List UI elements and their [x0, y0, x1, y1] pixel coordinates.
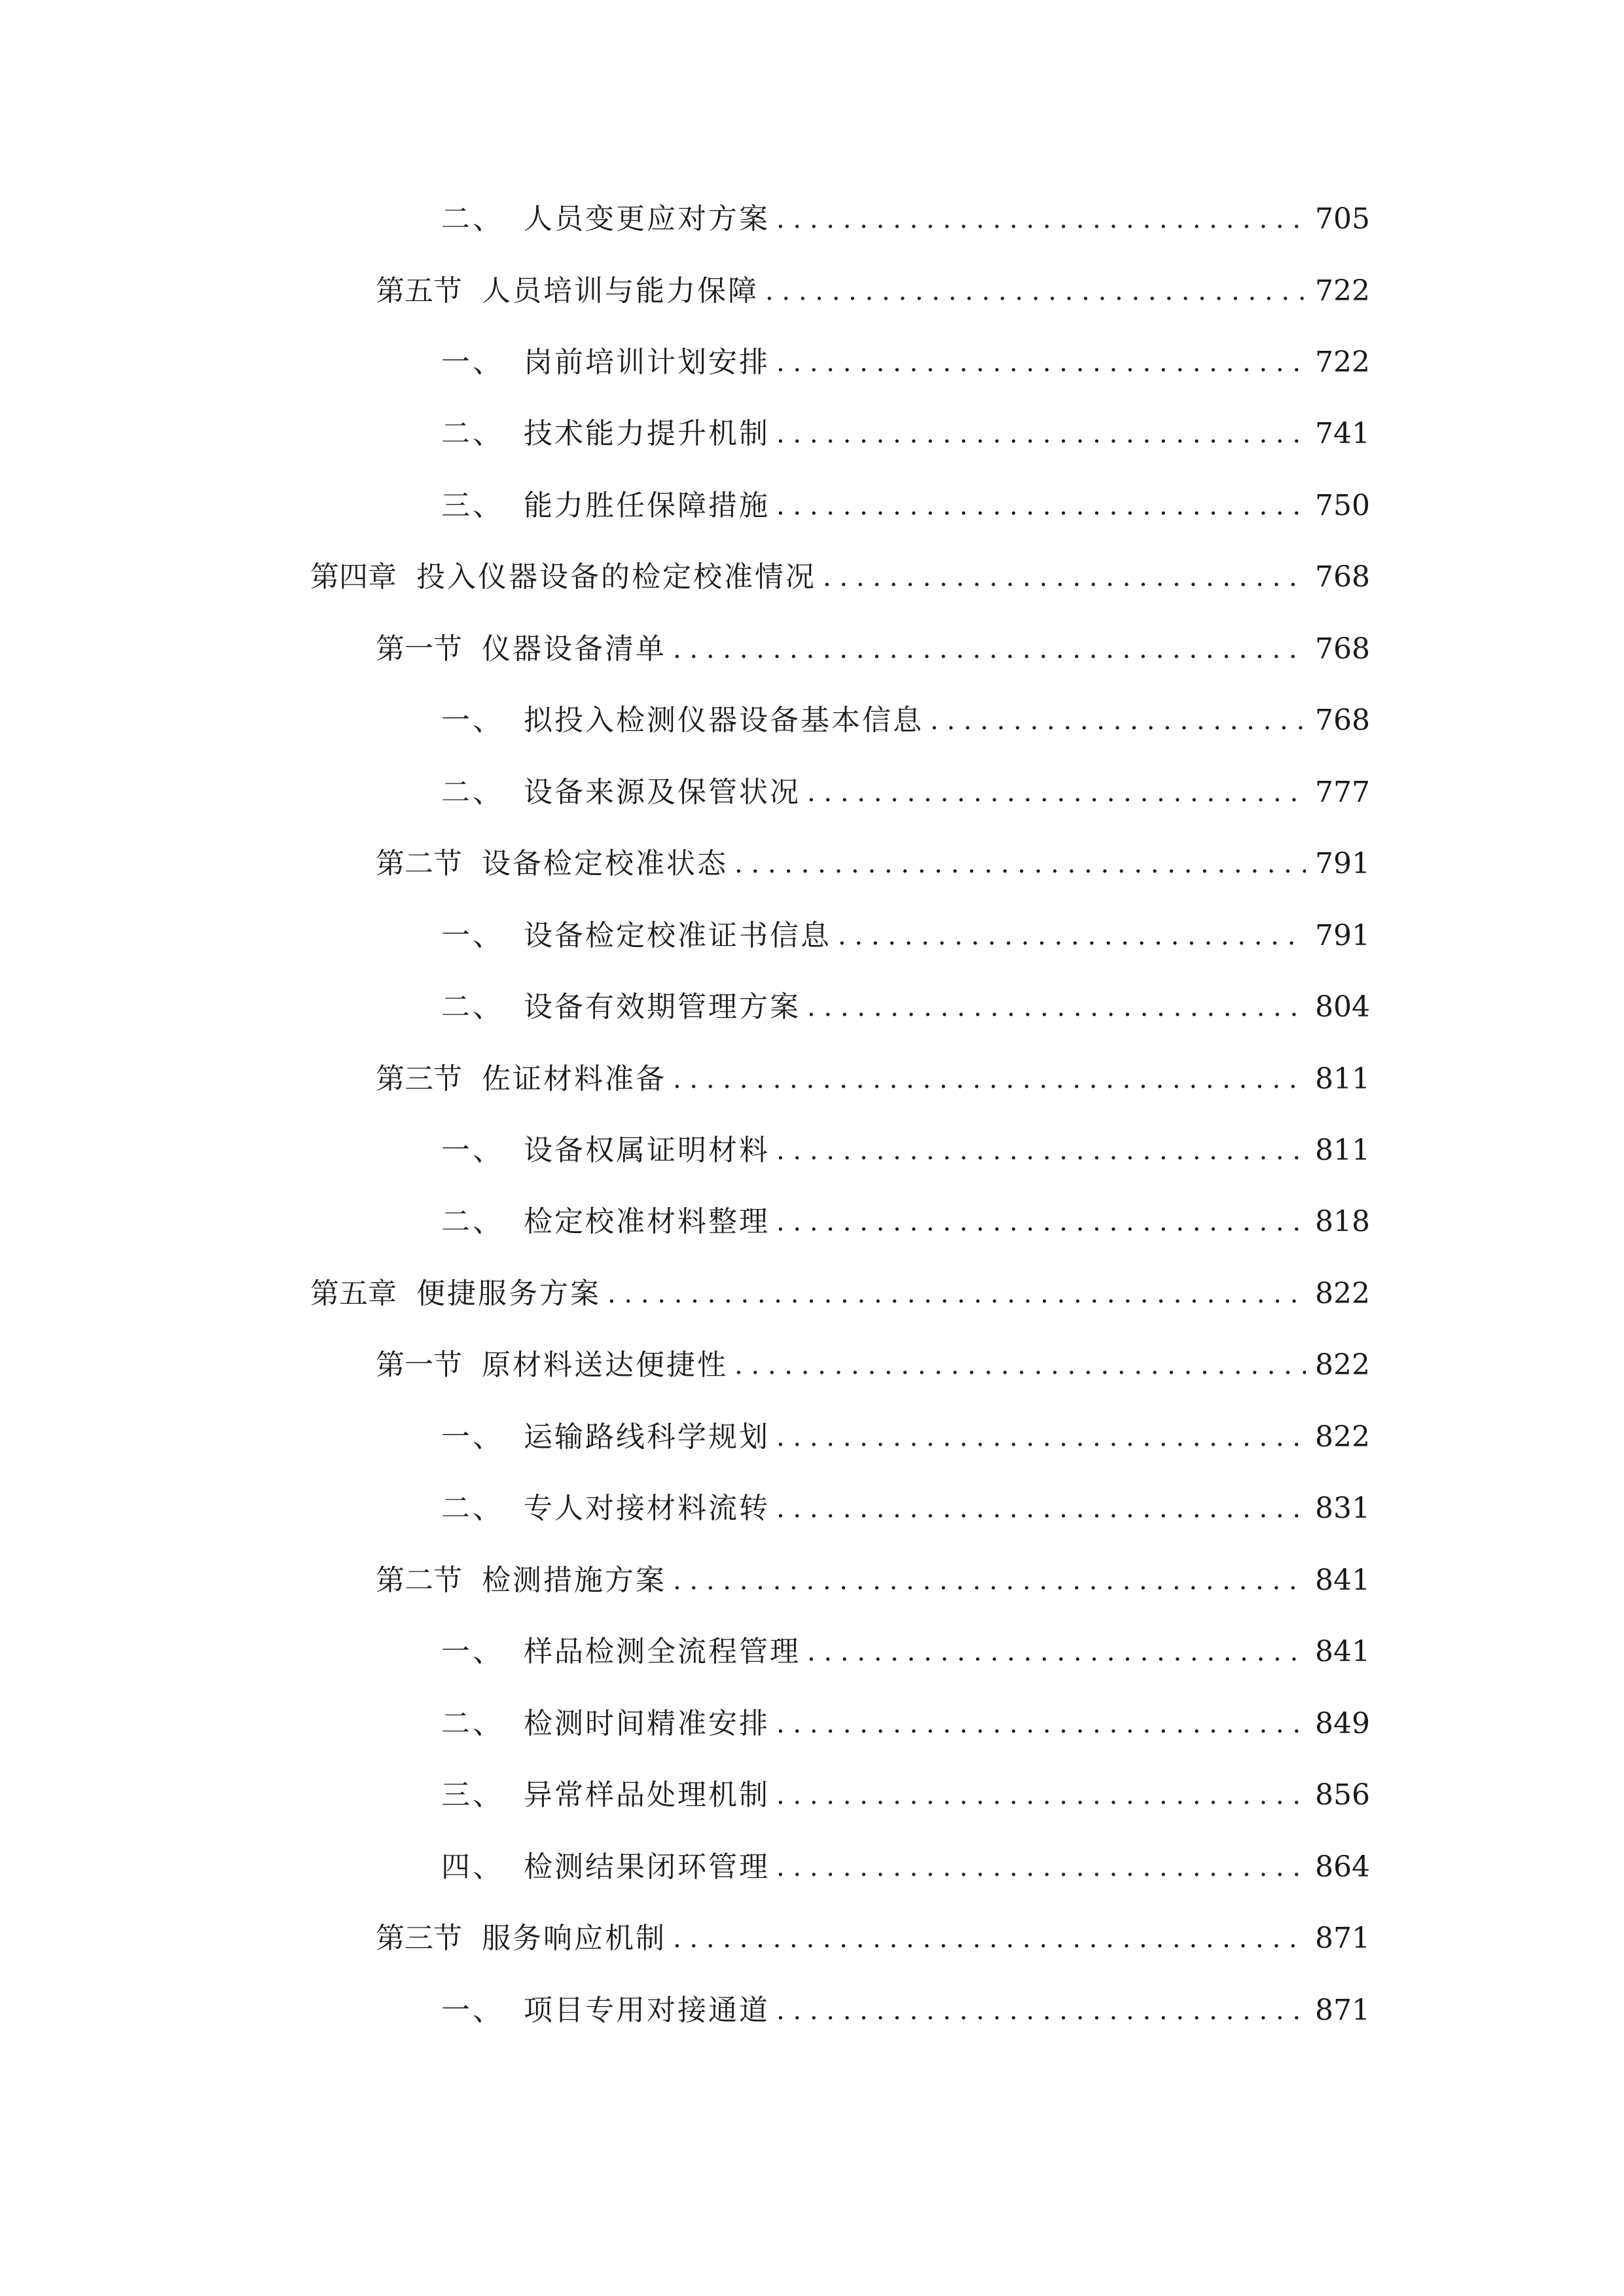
toc-number: 第一节 — [376, 632, 462, 666]
toc-page-number: 750 — [1315, 489, 1370, 522]
toc-title: 佐证材料准备 — [482, 1062, 666, 1096]
toc-leader — [807, 766, 1306, 819]
toc-page-number: 871 — [1315, 1922, 1370, 1955]
toc-title: 检测结果闭环管理 — [524, 1850, 770, 1884]
toc-number: 二、 — [441, 776, 504, 809]
toc-entry[interactable] — [376, 623, 1370, 675]
toc-page-number: 849 — [1315, 1707, 1370, 1740]
toc-entry[interactable] — [441, 1482, 1370, 1535]
toc-title: 设备有效期管理方案 — [524, 990, 801, 1024]
toc-leader — [673, 1554, 1306, 1607]
toc-number: 一、 — [441, 1420, 504, 1454]
toc-entry[interactable] — [376, 1339, 1370, 1391]
toc-leader — [838, 910, 1306, 962]
toc-title: 项目专用对接通道 — [524, 1994, 770, 2027]
toc-page-number: 871 — [1315, 1994, 1370, 2027]
toc-entry[interactable] — [376, 1554, 1370, 1607]
toc-page-number: 768 — [1315, 560, 1370, 594]
toc-entry[interactable] — [441, 1124, 1370, 1177]
toc-leader — [734, 1339, 1306, 1391]
toc-entry[interactable] — [376, 838, 1370, 890]
toc-leader — [765, 265, 1306, 317]
toc-number: 三、 — [441, 489, 504, 522]
toc-leader — [673, 1053, 1306, 1105]
toc-leader — [776, 1482, 1306, 1535]
toc-title: 人员培训与能力保障 — [482, 274, 759, 308]
toc-page-number: 705 — [1315, 202, 1370, 236]
toc-title: 仪器设备清单 — [482, 632, 666, 666]
toc-page-number: 818 — [1315, 1205, 1370, 1238]
toc-number: 三、 — [441, 1778, 504, 1812]
toc-title: 异常样品处理机制 — [524, 1778, 770, 1812]
toc-page-number: 791 — [1315, 919, 1370, 952]
toc-leader — [776, 1841, 1306, 1893]
toc-title: 便捷服务方案 — [416, 1277, 601, 1310]
toc-page-number: 831 — [1315, 1492, 1370, 1525]
toc-title: 检测措施方案 — [482, 1564, 666, 1597]
toc-number: 一、 — [441, 1635, 504, 1668]
toc-page-number: 822 — [1315, 1348, 1370, 1382]
toc-entry[interactable] — [441, 1411, 1370, 1463]
toc-page-number: 722 — [1315, 346, 1370, 379]
toc-entry[interactable] — [441, 766, 1370, 819]
toc-page-number: 811 — [1315, 1134, 1370, 1167]
toc-entry[interactable] — [441, 336, 1370, 389]
toc-leader — [776, 480, 1306, 532]
toc-number: 第二节 — [376, 1564, 462, 1597]
toc-leader — [607, 1268, 1306, 1320]
toc-leader — [673, 623, 1306, 675]
toc-leader — [673, 1912, 1306, 1965]
toc-number: 一、 — [441, 346, 504, 379]
toc-leader — [930, 694, 1306, 747]
toc-entry[interactable] — [441, 981, 1370, 1033]
toc-title: 拟投入检测仪器设备基本信息 — [524, 704, 924, 737]
toc-title: 设备检定校准证书信息 — [524, 919, 831, 952]
toc-entry[interactable] — [441, 694, 1370, 747]
toc-title: 检测时间精准安排 — [524, 1707, 770, 1740]
toc-leader — [776, 193, 1306, 245]
toc-leader — [734, 838, 1306, 890]
toc-entry[interactable] — [441, 193, 1370, 245]
toc-entry[interactable] — [441, 1984, 1370, 2037]
toc-leader — [807, 981, 1306, 1033]
toc-page-number: 822 — [1315, 1420, 1370, 1454]
toc-title: 原材料送达便捷性 — [482, 1348, 728, 1382]
toc-page-number: 741 — [1315, 417, 1370, 450]
toc-number: 二、 — [441, 1205, 504, 1238]
toc-title: 技术能力提升机制 — [524, 417, 770, 450]
toc-title: 人员变更应对方案 — [524, 202, 770, 236]
toc-title: 运输路线科学规划 — [524, 1420, 770, 1454]
toc-number: 第三节 — [376, 1062, 462, 1096]
toc-page-number: 722 — [1315, 274, 1370, 308]
toc-leader — [776, 408, 1306, 460]
toc-title: 岗前培训计划安排 — [524, 346, 770, 379]
toc-title: 设备来源及保管状况 — [524, 776, 801, 809]
toc-page-number: 811 — [1315, 1062, 1370, 1096]
toc-page-number: 822 — [1315, 1277, 1370, 1310]
toc-entry[interactable] — [376, 265, 1370, 317]
toc-number: 二、 — [441, 1707, 504, 1740]
toc-page-number: 841 — [1315, 1635, 1370, 1668]
toc-title: 样品检测全流程管理 — [524, 1635, 801, 1668]
toc-page-number: 804 — [1315, 990, 1370, 1024]
toc-entry[interactable] — [441, 1626, 1370, 1678]
toc-number: 四、 — [441, 1850, 504, 1884]
toc-number: 第一节 — [376, 1348, 462, 1382]
toc-number: 第五章 — [310, 1277, 397, 1310]
toc-entry[interactable] — [441, 1769, 1370, 1821]
toc-number: 二、 — [441, 202, 504, 236]
toc-page-number: 768 — [1315, 632, 1370, 666]
toc-number: 一、 — [441, 919, 504, 952]
toc-leader — [776, 1769, 1306, 1821]
toc-number: 二、 — [441, 417, 504, 450]
toc-title: 投入仪器设备的检定校准情况 — [416, 560, 816, 594]
toc-title: 服务响应机制 — [482, 1922, 666, 1955]
toc-page-number: 864 — [1315, 1850, 1370, 1884]
toc-leader — [776, 1411, 1306, 1463]
toc-page-number: 791 — [1315, 847, 1370, 880]
toc-number: 二、 — [441, 990, 504, 1024]
toc-leader — [823, 551, 1306, 603]
toc-title: 专人对接材料流转 — [524, 1492, 770, 1525]
toc-title: 设备检定校准状态 — [482, 847, 728, 880]
toc-title: 能力胜任保障措施 — [524, 489, 770, 522]
toc-leader — [776, 1124, 1306, 1177]
toc-leader — [776, 336, 1306, 389]
toc-entry[interactable] — [441, 1698, 1370, 1750]
toc-number: 一、 — [441, 1994, 504, 2027]
toc-number: 第四章 — [310, 560, 397, 594]
toc-number: 第五节 — [376, 274, 462, 308]
toc-entry[interactable] — [441, 910, 1370, 962]
toc-entry[interactable] — [441, 1841, 1370, 1893]
toc-page-number: 841 — [1315, 1564, 1370, 1597]
toc-title: 设备权属证明材料 — [524, 1134, 770, 1167]
toc-page-number: 856 — [1315, 1778, 1370, 1812]
toc-leader — [776, 1984, 1306, 2037]
toc-entry[interactable] — [441, 408, 1370, 460]
toc-number: 二、 — [441, 1492, 504, 1525]
toc-leader — [807, 1626, 1306, 1678]
toc-entry[interactable] — [376, 1912, 1370, 1965]
toc-entry[interactable] — [310, 1268, 1370, 1320]
toc-entry[interactable] — [441, 1196, 1370, 1248]
toc-number: 第三节 — [376, 1922, 462, 1955]
toc-title: 检定校准材料整理 — [524, 1205, 770, 1238]
toc-entry[interactable] — [310, 551, 1370, 603]
toc-number: 第二节 — [376, 847, 462, 880]
toc-page-number: 768 — [1315, 704, 1370, 737]
toc-leader — [776, 1196, 1306, 1248]
toc-leader — [776, 1698, 1306, 1750]
toc-number: 一、 — [441, 704, 504, 737]
toc-number: 一、 — [441, 1134, 504, 1167]
toc-entry[interactable] — [441, 480, 1370, 532]
toc-entry[interactable] — [376, 1053, 1370, 1105]
toc-page-number: 777 — [1315, 776, 1370, 809]
